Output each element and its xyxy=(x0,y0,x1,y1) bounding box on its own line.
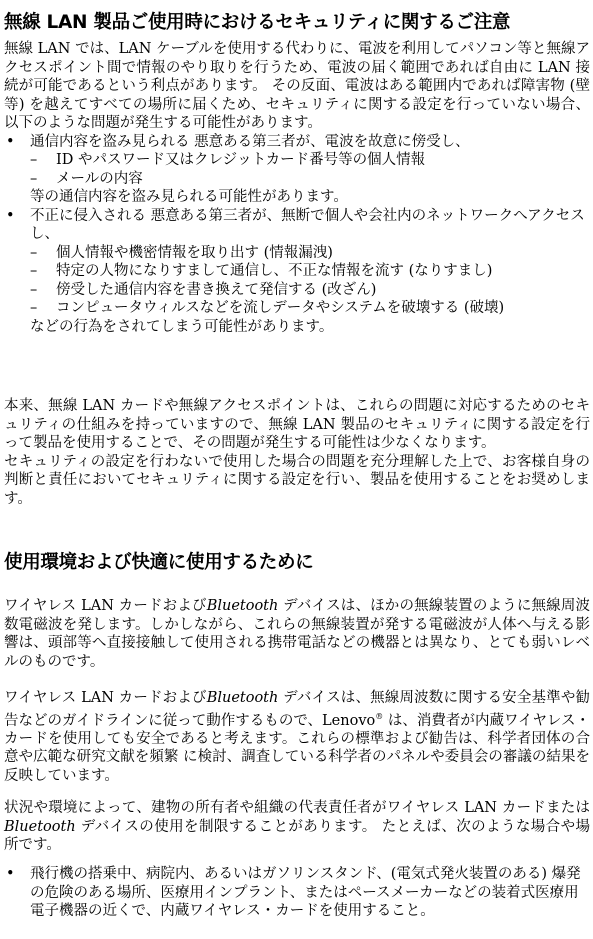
security-paragraph: 本来、無線 LAN カードや無線アクセスポイントは、これらの問題に対応するためのセキュリティの仕組みを持っていますので、無線 LAN 製品のセキュリティに関する設定を行って製品を使用することで、その問題が発生する可能性は少なくなります。 xyxy=(4,398,590,451)
risk-subitems xyxy=(30,244,590,318)
bluetooth-term: Bluetooth xyxy=(206,690,279,706)
risk-item-intrusion xyxy=(4,207,590,337)
text-run: は、消費者が内蔵ワイヤレス・カードを使用しても安全であると考えます。これらの標準および勧告は、科学者団体の合意や広範な研究文献を頻繁 に検討、調査している科学者のパネルや委員会の審議の結果を反映しています。 xyxy=(4,712,590,784)
intro-paragraph: 無線 LAN では、LAN ケーブルを使用する代わりに、電波を利用してパソコン等と無線アクセスポイント間で情報のやり取りを行うため、電波の届く範囲であれば自由に LAN 接続が可能であるという利点があります。 その反面、電波はある範囲内であれば障害物 (壁等) を越えてすべての場所に届くため、セキュリティに関する設定を行っていない場合、以下のような問題が発生する可能性があります。 xyxy=(4,41,590,131)
risk-subitem: – 特定の人物になりすまして通信し、不正な情報を流す (なりすまし) xyxy=(30,262,590,281)
security-recommendation: セキュリティの設定を行わないで使用した場合の問題を充分理解した上で、お客様自身の判断と責任においてセキュリティに関する設定を行い、製品を使用することをお奨めします。 xyxy=(4,453,590,507)
text-run: ワイヤレス LAN カードおよび xyxy=(4,690,207,706)
text-run: デバイスは、無線周波数に関する安全基準や勧告などのガイドラインに従って動作するもので、Lenovo xyxy=(4,690,590,729)
text-run: デバイスの使用を制限することがあります。 たとえば、次のような場合や場所です。 xyxy=(4,818,590,853)
bluetooth-term: Bluetooth xyxy=(206,598,279,614)
risk-subitem: – コンピュータウィルスなどを流しデータやシステムを破壊する (破壊) xyxy=(30,299,590,318)
restriction-list-block xyxy=(4,865,590,921)
risk-list xyxy=(4,133,590,337)
restriction-item: • 飛行機の搭乗中、病院内、あるいはガソリンスタンド、(電気式発火装置のある) 爆発の危険のある場所、医療用インプラント、またはペースメーカーなどの装着式医療用電子機器の近くで、内蔵ワイヤレス・カードを使用すること。 xyxy=(4,865,590,921)
risk-subitem: – 個人情報や機密情報を取り出す (情報漏洩) xyxy=(30,244,590,263)
usage-paragraph-3 xyxy=(4,799,590,855)
security-conclusion xyxy=(4,397,590,508)
text-run: ワイヤレス LAN カードおよび xyxy=(4,598,207,614)
risk-subitem: – ID やパスワード又はクレジットカード番号等の個人情報 xyxy=(30,151,590,170)
text-run: 状況や環境によって、建物の所有者や組織の代表責任者がワイヤレス LAN カードまたは xyxy=(4,800,590,816)
risk-subitems xyxy=(30,151,590,188)
section-title-usage-environment: 使用環境および快適に使用するために xyxy=(4,552,314,573)
text-run: デバイスは、ほかの無線装置のように無線周波数電磁波を発します。しかしながら、これらの無線装置が発する電磁波が人体へ与える影響は、頭部等へ直接接触して使用される携帯電話などの機器とは異なり、とても弱いレベルのものです。 xyxy=(4,598,590,670)
usage-paragraph-1 xyxy=(4,597,590,671)
risk-item-text: 不正に侵入される 悪意ある第三者が、無断で個人や会社内のネットワークへアクセスし、 xyxy=(30,207,585,242)
bluetooth-term: Bluetooth xyxy=(4,818,76,835)
risk-item-text: 通信内容を盗み見られる 悪意ある第三者が、電波を故意に傍受し、 xyxy=(30,133,470,150)
risk-note: 等の通信内容を盗み見られる可能性があります。 xyxy=(30,189,348,205)
security-section-body xyxy=(4,40,590,336)
risk-item-eavesdropping xyxy=(4,133,590,207)
risk-subitem: – 傍受した通信内容を書き換えて発信する (改ざん) xyxy=(30,281,590,300)
section-title-wireless-security: 無線 LAN 製品ご使用時におけるセキュリティに関するご注意 xyxy=(4,12,511,33)
restriction-list xyxy=(4,865,590,921)
risk-subitem: – メールの内容 xyxy=(30,170,590,189)
risk-note: などの行為をされてしまう可能性があります。 xyxy=(30,318,334,335)
usage-paragraph-2 xyxy=(4,689,590,785)
registered-mark: ® xyxy=(375,711,384,721)
